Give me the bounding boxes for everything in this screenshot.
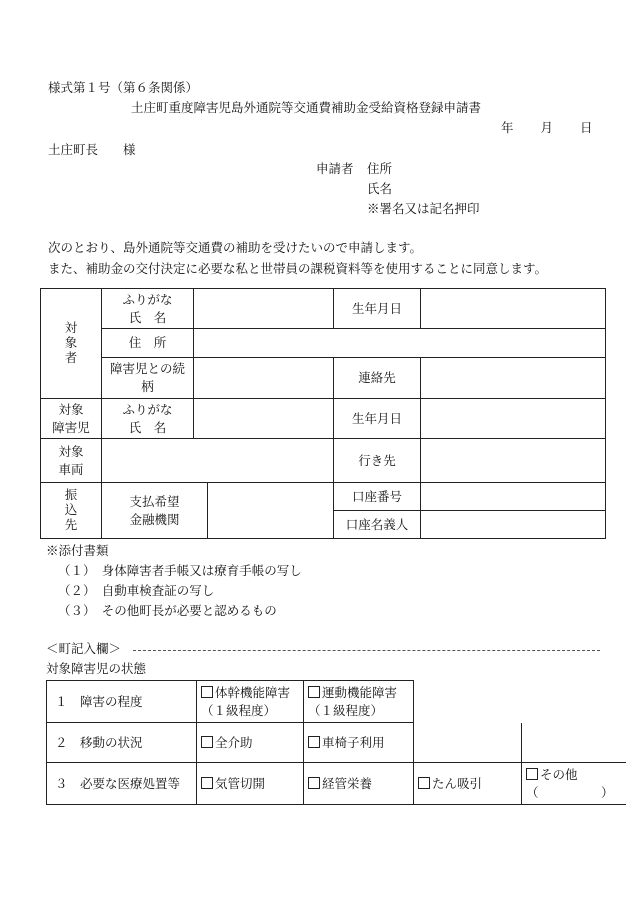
furigana-label: ふりがな xyxy=(122,291,173,307)
attachment-text: 身体障害者手帳又は療育手帳の写し xyxy=(101,563,302,578)
intro-line-1: 次のとおり、島外通院等交通費の補助を受けたいので申請します。 xyxy=(48,240,423,255)
applicant-address: 住所 xyxy=(367,161,393,176)
checkbox-icon[interactable] xyxy=(308,736,320,748)
vehicle-input[interactable] xyxy=(102,439,334,483)
bank-input[interactable] xyxy=(208,483,334,539)
name-label: 氏 名 xyxy=(128,309,167,325)
vehicle-label-1: 対象 xyxy=(58,443,84,459)
attachment-item xyxy=(58,563,302,579)
status-option[interactable] xyxy=(304,681,414,723)
status-label: １ 障害の程度 xyxy=(47,681,197,723)
child-birth-label: 生年月日 xyxy=(334,399,421,439)
status-option[interactable] xyxy=(197,723,304,763)
checkbox-icon[interactable] xyxy=(526,768,538,780)
addressee: 土庄町長 様 xyxy=(48,142,136,157)
option-text: 車椅子利用 xyxy=(322,734,385,750)
status-table xyxy=(46,680,626,805)
relation-input[interactable] xyxy=(194,358,334,399)
date-month: 月 xyxy=(540,120,554,135)
status-label: ３ 必要な医療処置等 xyxy=(47,763,197,805)
furigana-name-cell xyxy=(102,289,194,329)
vehicle-label-2: 車両 xyxy=(58,461,84,477)
status-option[interactable] xyxy=(414,763,522,805)
empty-cell xyxy=(522,723,626,763)
transfer-label: 振込先 xyxy=(64,487,78,532)
child-label-1: 対象 xyxy=(58,401,84,417)
child-name-input[interactable] xyxy=(194,399,334,439)
destination-input[interactable] xyxy=(421,439,606,483)
contact-input[interactable] xyxy=(421,358,606,399)
option-text: その他 xyxy=(540,766,578,782)
option-text: 運動機能障害 xyxy=(322,684,398,700)
attachment-text: 自動車検査証の写し xyxy=(101,583,215,598)
attachments-heading: ※添付書類 xyxy=(46,543,109,558)
option-sub: （ ） xyxy=(526,784,614,800)
relation-label-2: 柄 xyxy=(141,379,154,394)
checkbox-icon[interactable] xyxy=(418,777,430,789)
subject-cell xyxy=(41,289,102,399)
account-holder-input[interactable] xyxy=(421,511,606,539)
bank-cell xyxy=(102,483,208,539)
bank-label-1: 支払希望 xyxy=(129,493,180,509)
intro-line-2: また、補助金の交付決定に必要な私と世帯員の課税資料等を使用することに同意します。 xyxy=(48,261,548,276)
account-no-input[interactable] xyxy=(421,483,606,511)
option-text: 体幹機能障害 xyxy=(215,684,291,700)
subject-address-input[interactable] xyxy=(194,329,606,358)
destination-label: 行き先 xyxy=(334,439,421,483)
application-table xyxy=(40,288,606,539)
status-option[interactable] xyxy=(304,723,414,763)
subject-label: 対象者 xyxy=(64,320,78,365)
subject-name-input[interactable] xyxy=(194,289,334,329)
status-option[interactable] xyxy=(522,763,626,805)
status-option[interactable] xyxy=(197,763,304,805)
option-text: 全介助 xyxy=(215,734,253,750)
empty-cell xyxy=(522,681,626,723)
checkbox-icon[interactable] xyxy=(308,686,320,698)
office-divider xyxy=(133,650,600,651)
option-text: 経管栄養 xyxy=(322,775,373,791)
signature-note: ※署名又は記名押印 xyxy=(367,201,480,216)
applicant-name: 氏名 xyxy=(367,181,393,196)
attachment-item xyxy=(58,583,214,599)
status-label: ２ 移動の状況 xyxy=(47,723,197,763)
checkbox-icon[interactable] xyxy=(201,736,213,748)
relation-cell xyxy=(102,358,194,399)
child-label-2: 障害児 xyxy=(52,419,90,435)
applicant-label: 申請者 xyxy=(316,161,354,176)
date-day: 日 xyxy=(580,120,593,135)
bank-label-2: 金融機関 xyxy=(129,511,180,527)
form-label: 様式第１号（第６条関係） xyxy=(48,80,199,95)
subject-birth-input[interactable] xyxy=(421,289,606,329)
child-name-label: 氏 名 xyxy=(128,419,167,435)
child-furigana-name-cell xyxy=(102,399,194,439)
checkbox-icon[interactable] xyxy=(308,777,320,789)
address-label: 住 所 xyxy=(102,329,194,358)
attachment-item xyxy=(58,603,277,619)
attachment-num: （２） xyxy=(58,583,90,598)
option-sub: （１級程度） xyxy=(308,702,384,718)
option-text: たん吸引 xyxy=(432,775,483,791)
status-option[interactable] xyxy=(197,681,304,723)
child-furigana-label: ふりがな xyxy=(122,401,173,417)
date-line xyxy=(501,120,593,136)
office-subheading: 対象障害児の状態 xyxy=(46,661,147,676)
empty-cell xyxy=(414,681,522,723)
page-title: 土庄町重度障害児島外通院等交通費補助金受給資格登録申請書 xyxy=(131,100,482,115)
checkbox-icon[interactable] xyxy=(201,777,213,789)
attachment-num: （３） xyxy=(58,603,90,618)
office-heading: ＜町記入欄＞ xyxy=(46,641,122,656)
attachment-num: （１） xyxy=(58,563,90,578)
account-holder-label: 口座名義人 xyxy=(334,511,421,539)
status-option[interactable] xyxy=(304,763,414,805)
vehicle-cell xyxy=(41,439,102,483)
option-text: 気管切開 xyxy=(215,775,266,791)
contact-label: 連絡先 xyxy=(334,358,421,399)
transfer-cell xyxy=(41,483,102,539)
attachment-text: その他町長が必要と認めるもの xyxy=(101,603,277,618)
account-no-label: 口座番号 xyxy=(334,483,421,511)
birth-label: 生年月日 xyxy=(334,289,421,329)
relation-label-1: 障害児との続 xyxy=(109,361,185,376)
date-year: 年 xyxy=(501,120,514,135)
option-sub: （１級程度） xyxy=(201,702,277,718)
checkbox-icon[interactable] xyxy=(201,686,213,698)
empty-cell xyxy=(414,723,522,763)
child-cell xyxy=(41,399,102,439)
child-birth-input[interactable] xyxy=(421,399,606,439)
